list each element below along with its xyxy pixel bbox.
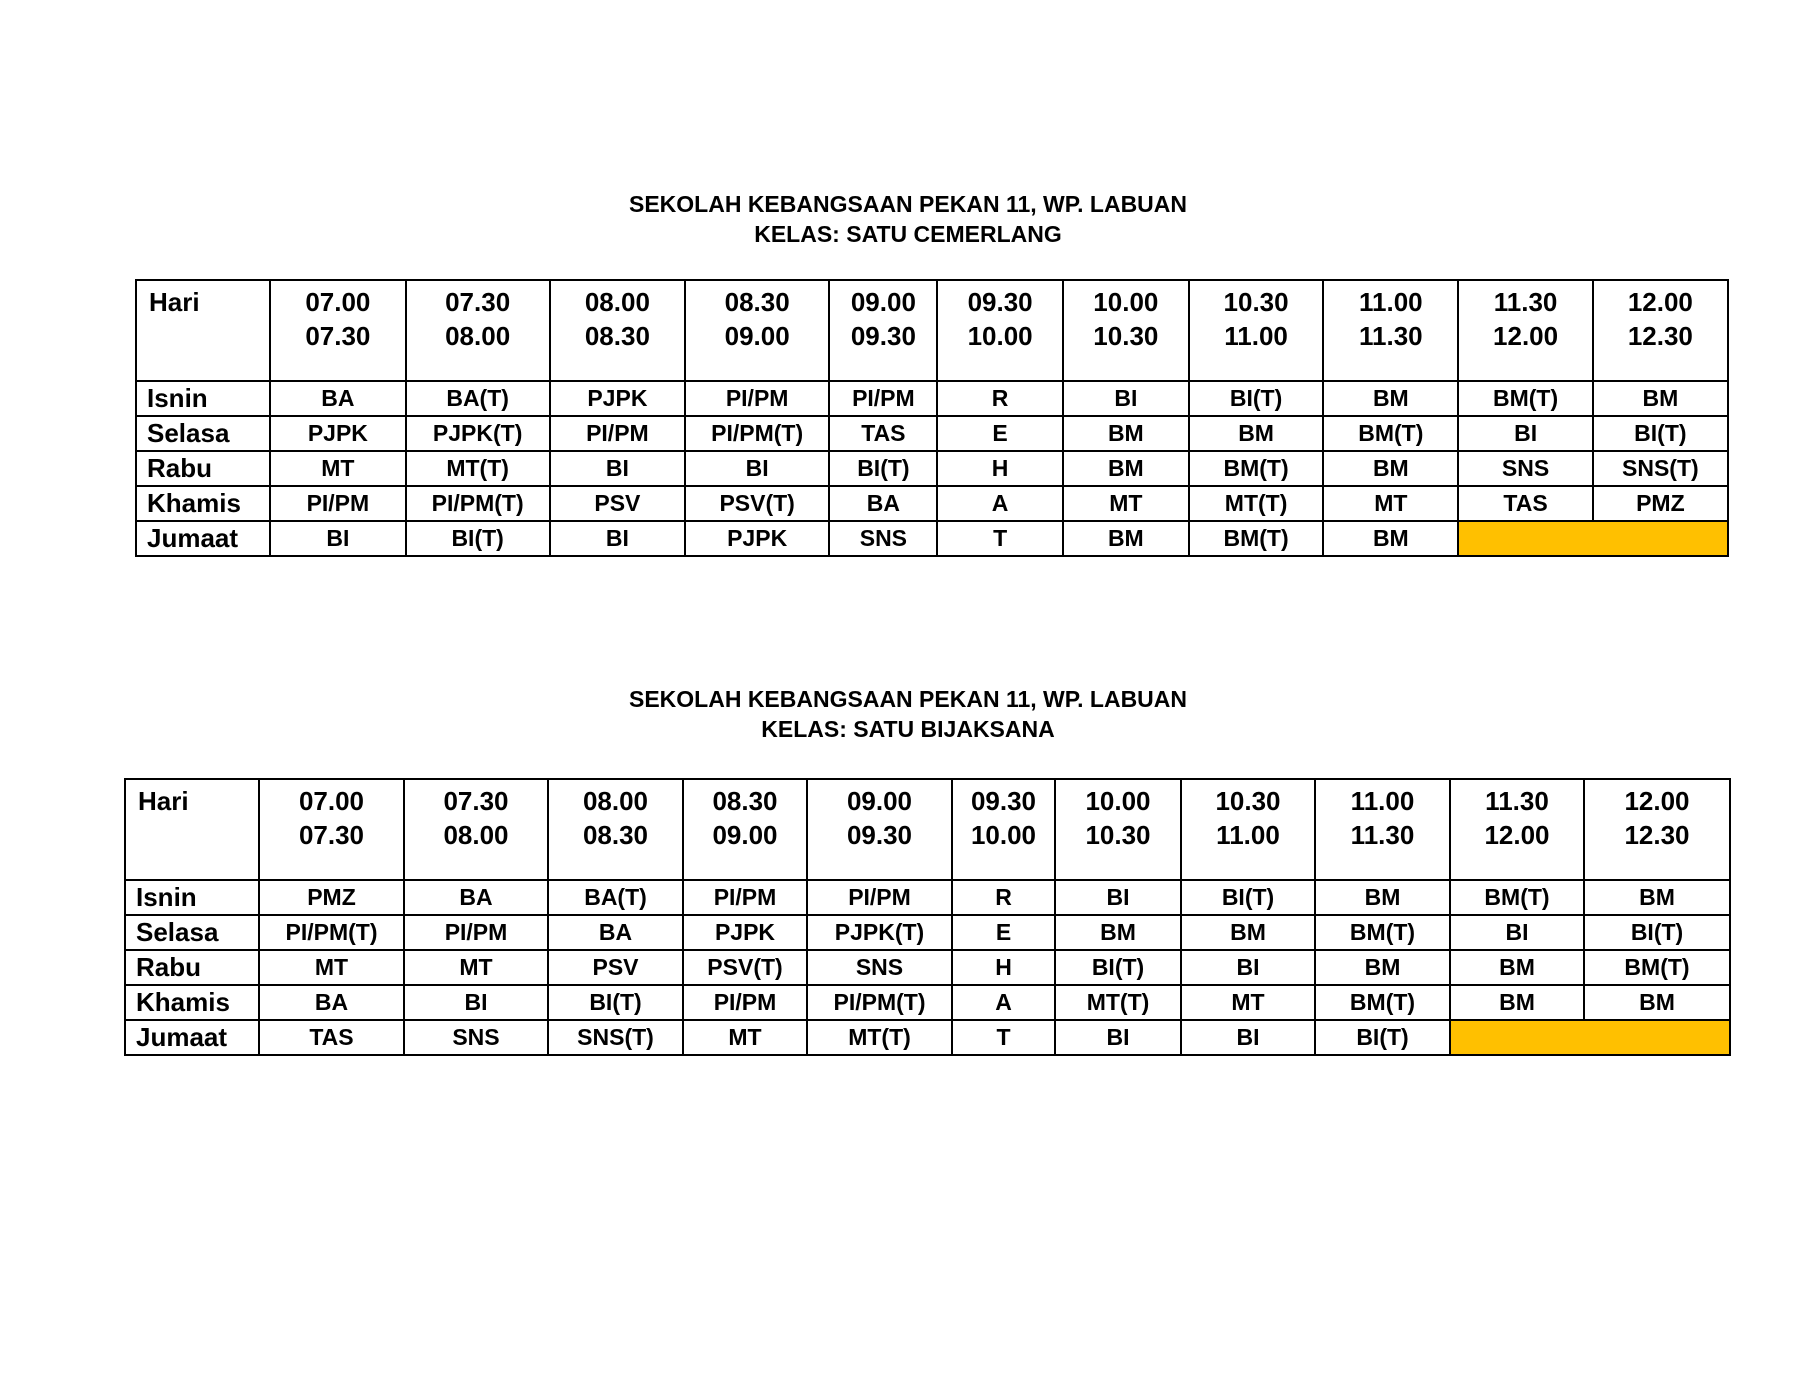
- subject-cell: BM: [1315, 880, 1450, 915]
- subject-cell: MT: [1323, 486, 1458, 521]
- subject-cell: TAS: [829, 416, 937, 451]
- slot-end-time: 08.00: [445, 321, 511, 351]
- slot-end-time: 10.30: [1093, 321, 1159, 351]
- subject-cell: PJPK: [683, 915, 807, 950]
- recess-letter: T: [952, 1020, 1055, 1055]
- time-slot-header: [1584, 779, 1730, 880]
- subject-cell: BM(T): [1323, 416, 1458, 451]
- slot-start-time: 07.00: [305, 287, 371, 317]
- class-title-1: KELAS: SATU CEMERLANG: [754, 221, 1062, 247]
- header-row: [125, 779, 1730, 880]
- time-slot-header: [1458, 280, 1592, 381]
- subject-cell: BA: [548, 915, 683, 950]
- subject-cell: BM(T): [1584, 950, 1730, 985]
- slot-start-time: 11.00: [1350, 786, 1415, 816]
- slot-start-time: 11.30: [1485, 786, 1549, 816]
- slot-end-time: 09.00: [724, 321, 790, 351]
- day-label: Rabu: [136, 451, 270, 486]
- slot-end-time: 08.30: [582, 820, 649, 850]
- slot-end-time: 08.00: [443, 820, 509, 850]
- time-slot-header: [1593, 280, 1728, 381]
- subject-cell: BM: [1323, 381, 1458, 416]
- subject-cell: PI/PM: [683, 880, 807, 915]
- empty-slot-highlight: [1450, 1020, 1730, 1055]
- time-slot-header: [259, 779, 404, 880]
- subject-cell: BI(T): [406, 521, 550, 556]
- slot-start-time: 09.00: [846, 786, 913, 816]
- subject-cell: BI: [1063, 381, 1189, 416]
- slot-end-time: 12.30: [1624, 820, 1690, 850]
- slot-start-time: 08.00: [584, 287, 650, 317]
- subject-cell: MT: [259, 950, 404, 985]
- slot-start-time: 11.00: [1359, 287, 1423, 317]
- time-slot-header: [829, 280, 937, 381]
- subject-cell: MT(T): [1189, 486, 1323, 521]
- time-slot-header: [550, 280, 685, 381]
- subject-cell: BM: [1323, 451, 1458, 486]
- subject-cell: PJPK: [270, 416, 405, 451]
- subject-cell: BM: [1593, 381, 1728, 416]
- subject-cell: MT: [1181, 985, 1315, 1020]
- class-title-2: KELAS: SATU BIJAKSANA: [761, 716, 1055, 742]
- subject-cell: BI: [1458, 416, 1592, 451]
- slot-end-time: 08.30: [584, 321, 650, 351]
- subject-cell: BI: [550, 521, 685, 556]
- slot-end-time: 10.00: [970, 820, 1037, 850]
- recess-letter: A: [952, 985, 1055, 1020]
- subject-cell: BM(T): [1189, 451, 1323, 486]
- timetable-satu-bijaksana: [124, 778, 1731, 1056]
- slot-start-time: 07.30: [443, 786, 509, 816]
- subject-cell: PI/PM: [829, 381, 937, 416]
- subject-cell: BI(T): [829, 451, 937, 486]
- day-row: [125, 880, 1730, 915]
- day-label: Selasa: [125, 915, 259, 950]
- header-day-label: Hari: [136, 280, 270, 381]
- subject-cell: PI/PM: [683, 985, 807, 1020]
- subject-cell: MT(T): [807, 1020, 952, 1055]
- time-slot-header: [270, 280, 405, 381]
- subject-cell: BM: [1063, 451, 1189, 486]
- subject-cell: PSV: [550, 486, 685, 521]
- subject-cell: PI/PM: [685, 381, 829, 416]
- subject-cell: BM: [1584, 985, 1730, 1020]
- time-slot-header: [1189, 280, 1323, 381]
- day-row: [125, 985, 1730, 1020]
- day-row: [136, 521, 1728, 556]
- day-row: [136, 486, 1728, 521]
- day-label: Selasa: [136, 416, 270, 451]
- day-label: Khamis: [125, 985, 259, 1020]
- subject-cell: BI: [1450, 915, 1584, 950]
- subject-cell: PI/PM(T): [685, 416, 829, 451]
- subject-cell: BM(T): [1458, 381, 1592, 416]
- subject-cell: BI(T): [1055, 950, 1181, 985]
- slot-start-time: 08.00: [582, 786, 649, 816]
- subject-cell: MT: [404, 950, 548, 985]
- subject-cell: BM: [1063, 416, 1189, 451]
- time-slot-header: [685, 280, 829, 381]
- subject-cell: BI(T): [1593, 416, 1728, 451]
- subject-cell: BM: [1055, 915, 1181, 950]
- school-title-1: SEKOLAH KEBANGSAAN PEKAN 11, WP. LABUAN: [628, 191, 1188, 217]
- recess-letter: E: [952, 915, 1055, 950]
- day-row: [125, 950, 1730, 985]
- subject-cell: BM: [1315, 950, 1450, 985]
- day-label: Jumaat: [125, 1020, 259, 1055]
- slot-end-time: 11.00: [1216, 820, 1280, 850]
- slot-end-time: 09.30: [846, 820, 913, 850]
- subject-cell: BI(T): [1584, 915, 1730, 950]
- slot-end-time: 11.30: [1350, 820, 1415, 850]
- day-row: [136, 451, 1728, 486]
- recess-letter: A: [937, 486, 1062, 521]
- subject-cell: MT(T): [1055, 985, 1181, 1020]
- subject-cell: BM: [1063, 521, 1189, 556]
- recess-letter: E: [937, 416, 1062, 451]
- subject-cell: BA: [270, 381, 405, 416]
- slot-end-time: 11.00: [1224, 321, 1288, 351]
- subject-cell: BM(T): [1189, 521, 1323, 556]
- subject-cell: BM: [1450, 985, 1584, 1020]
- subject-cell: BM(T): [1315, 915, 1450, 950]
- time-slot-header: [1181, 779, 1315, 880]
- subject-cell: BI: [1181, 1020, 1315, 1055]
- subject-cell: PJPK(T): [406, 416, 550, 451]
- slot-start-time: 10.30: [1223, 287, 1289, 317]
- subject-cell: PMZ: [259, 880, 404, 915]
- subject-cell: BM: [1181, 915, 1315, 950]
- subject-cell: PI/PM: [270, 486, 405, 521]
- slot-start-time: 07.30: [445, 287, 511, 317]
- slot-end-time: 09.30: [850, 321, 916, 351]
- subject-cell: SNS: [829, 521, 937, 556]
- subject-cell: BI: [1055, 1020, 1181, 1055]
- subject-cell: SNS(T): [1593, 451, 1728, 486]
- time-slot-header: [1315, 779, 1450, 880]
- subject-cell: BI(T): [1181, 880, 1315, 915]
- time-slot-header: [548, 779, 683, 880]
- subject-cell: PJPK(T): [807, 915, 952, 950]
- subject-cell: BI: [270, 521, 405, 556]
- subject-cell: PMZ: [1593, 486, 1728, 521]
- timetable-satu-cemerlang: [135, 279, 1729, 557]
- header-day-label: Hari: [125, 779, 259, 880]
- subject-cell: PSV(T): [685, 486, 829, 521]
- subject-cell: PI/PM(T): [259, 915, 404, 950]
- subject-cell: PI/PM: [550, 416, 685, 451]
- time-slot-header: [683, 779, 807, 880]
- subject-cell: BM(T): [1315, 985, 1450, 1020]
- time-slot-header: [406, 280, 550, 381]
- recess-letter: H: [937, 451, 1062, 486]
- empty-slot-highlight: [1458, 521, 1728, 556]
- day-label: Isnin: [136, 381, 270, 416]
- time-slot-header: [952, 779, 1055, 880]
- day-label: Isnin: [125, 880, 259, 915]
- subject-cell: SNS: [807, 950, 952, 985]
- subject-cell: SNS(T): [548, 1020, 683, 1055]
- slot-end-time: 12.00: [1493, 321, 1559, 351]
- slot-start-time: 11.30: [1493, 287, 1558, 317]
- day-row: [125, 915, 1730, 950]
- slot-end-time: 12.30: [1627, 321, 1693, 351]
- subject-cell: PSV: [548, 950, 683, 985]
- subject-cell: BA: [404, 880, 548, 915]
- subject-cell: SNS: [404, 1020, 548, 1055]
- slot-start-time: 12.00: [1627, 287, 1693, 317]
- slot-start-time: 10.30: [1215, 786, 1281, 816]
- subject-cell: BI: [1055, 880, 1181, 915]
- subject-cell: BI(T): [1315, 1020, 1450, 1055]
- subject-cell: MT: [683, 1020, 807, 1055]
- time-slot-header: [937, 280, 1062, 381]
- subject-cell: BI: [404, 985, 548, 1020]
- slot-start-time: 09.30: [967, 287, 1033, 317]
- subject-cell: TAS: [1458, 486, 1592, 521]
- school-title-2: SEKOLAH KEBANGSAAN PEKAN 11, WP. LABUAN: [628, 686, 1188, 712]
- slot-start-time: 10.00: [1085, 786, 1151, 816]
- slot-start-time: 08.30: [712, 786, 778, 816]
- subject-cell: MT(T): [406, 451, 550, 486]
- subject-cell: BA(T): [548, 880, 683, 915]
- slot-end-time: 07.30: [305, 321, 371, 351]
- subject-cell: PJPK: [550, 381, 685, 416]
- time-slot-header: [1323, 280, 1458, 381]
- subject-cell: BM: [1323, 521, 1458, 556]
- day-label: Jumaat: [136, 521, 270, 556]
- subject-cell: BI: [685, 451, 829, 486]
- subject-cell: BA: [259, 985, 404, 1020]
- day-row: [125, 1020, 1730, 1055]
- day-label: Rabu: [125, 950, 259, 985]
- subject-cell: BI(T): [1189, 381, 1323, 416]
- subject-cell: BM: [1189, 416, 1323, 451]
- subject-cell: BI: [550, 451, 685, 486]
- slot-end-time: 12.00: [1484, 820, 1550, 850]
- slot-start-time: 10.00: [1093, 287, 1159, 317]
- slot-start-time: 08.30: [724, 287, 790, 317]
- recess-letter: R: [937, 381, 1062, 416]
- recess-letter: R: [952, 880, 1055, 915]
- subject-cell: PSV(T): [683, 950, 807, 985]
- subject-cell: BA(T): [406, 381, 550, 416]
- slot-end-time: 11.30: [1359, 321, 1423, 351]
- subject-cell: MT: [270, 451, 405, 486]
- subject-cell: BM: [1584, 880, 1730, 915]
- time-slot-header: [404, 779, 548, 880]
- slot-start-time: 09.30: [970, 786, 1037, 816]
- subject-cell: PI/PM(T): [406, 486, 550, 521]
- subject-cell: MT: [1063, 486, 1189, 521]
- subject-cell: BI: [1181, 950, 1315, 985]
- time-slot-header: [807, 779, 952, 880]
- slot-end-time: 10.30: [1085, 820, 1151, 850]
- recess-letter: T: [937, 521, 1062, 556]
- day-label: Khamis: [136, 486, 270, 521]
- slot-start-time: 09.00: [850, 287, 916, 317]
- day-row: [136, 381, 1728, 416]
- time-slot-header: [1063, 280, 1189, 381]
- subject-cell: BM(T): [1450, 880, 1584, 915]
- day-row: [136, 416, 1728, 451]
- subject-cell: BM: [1450, 950, 1584, 985]
- subject-cell: BA: [829, 486, 937, 521]
- subject-cell: TAS: [259, 1020, 404, 1055]
- time-slot-header: [1450, 779, 1584, 880]
- subject-cell: PJPK: [685, 521, 829, 556]
- subject-cell: PI/PM: [404, 915, 548, 950]
- subject-cell: BI(T): [548, 985, 683, 1020]
- recess-letter: H: [952, 950, 1055, 985]
- subject-cell: PI/PM: [807, 880, 952, 915]
- header-row: [136, 280, 1728, 381]
- subject-cell: SNS: [1458, 451, 1592, 486]
- time-slot-header: [1055, 779, 1181, 880]
- slot-start-time: 07.00: [298, 786, 365, 816]
- slot-end-time: 10.00: [967, 321, 1033, 351]
- slot-end-time: 09.00: [712, 820, 778, 850]
- slot-end-time: 07.30: [298, 820, 365, 850]
- slot-start-time: 12.00: [1624, 786, 1690, 816]
- subject-cell: PI/PM(T): [807, 985, 952, 1020]
